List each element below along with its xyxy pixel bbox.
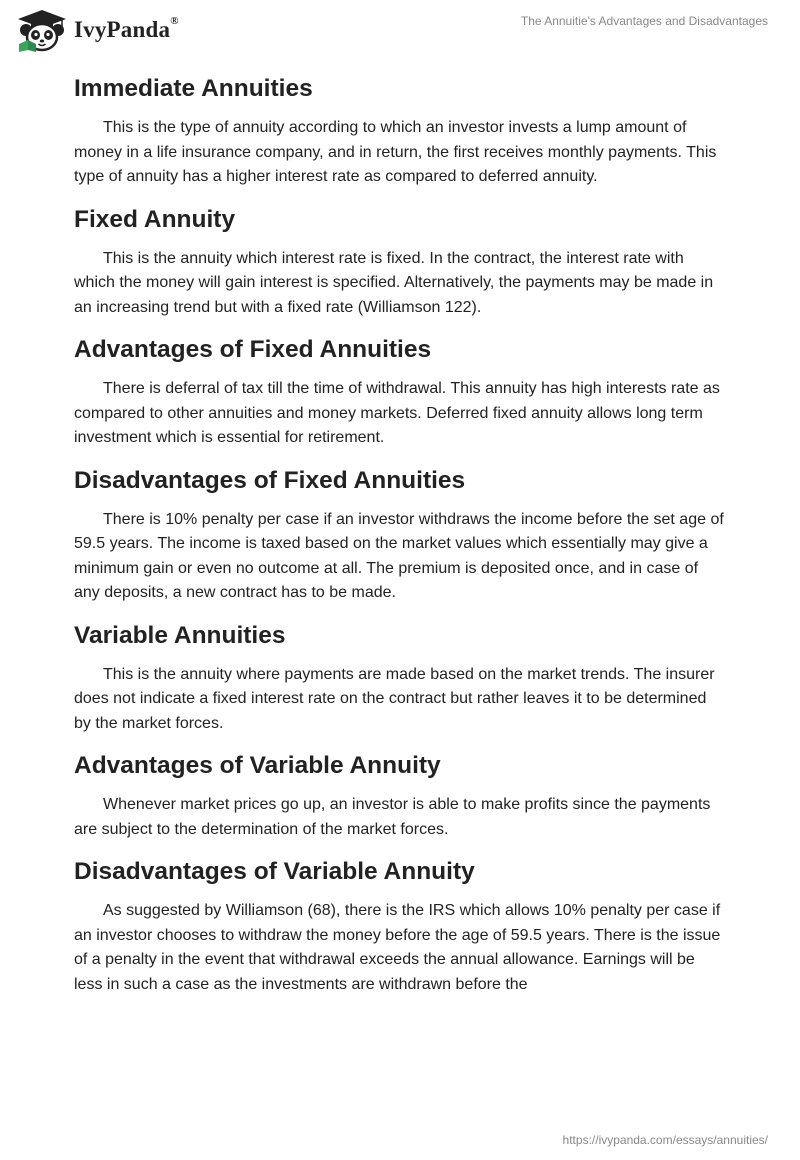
section-paragraph: There is deferral of tax till the time of withdrawal. This annuity has high interests rate as compared to other annuities and money markets. Deferred fixed annuity allows long term investment which is essential for retirement. <box>74 380 720 446</box>
registered-mark: ® <box>170 15 179 27</box>
section-paragraph: As suggested by Williamson (68), there is the IRS which allows 10% penalty per case if an investor chooses to withdraw the money before the age of 59.5 years. There is the issue of a penalty in the event that withdrawal exceeds the annual allowance. Earnings will be less in such a case as the investments are withdrawn before the <box>74 902 721 993</box>
essay-content <box>74 70 724 1008</box>
section-heading: Immediate Annuities <box>74 75 313 102</box>
section-heading: Advantages of Variable Annuity <box>74 752 441 779</box>
ivypanda-logo[interactable] <box>16 8 179 52</box>
document-title: The Annuitie's Advantages and Disadvantages <box>520 14 768 28</box>
brand-name: IvyPanda® <box>74 15 179 42</box>
source-url[interactable]: https://ivypanda.com/essays/annuities/ <box>562 1133 768 1147</box>
section-paragraph: This is the annuity where payments are made based on the market trends. The insurer does not indicate a fixed interest rate on the contract but rather leaves it to be determined by the market forces. <box>74 665 715 732</box>
section-heading: Disadvantages of Fixed Annuities <box>74 466 466 494</box>
panda-graduate-icon <box>16 8 68 52</box>
section-paragraph: This is the type of annuity according to which an investor invests a lump amount of money in a life insurance company, and in return, the first receives monthly payments. This type of annuity has a higher interest rate as compared to deferred annuity. <box>74 119 717 185</box>
section-paragraph: This is the annuity which interest rate is fixed. In the contract, the interest rate with which the money will gain interest is specified. Alternatively, the payments may be made in an increasing trend but with a fixed rate (Williamson 122). <box>74 249 714 316</box>
section-paragraph: There is 10% penalty per case if an investor withdraws the income before the set age of 59.5 years. The income is taxed based on the market values which essentially may give a minimum gain or even no outcome at all. The premium is deposited once, and in case of any deposits, a new contract has to be made. <box>74 510 724 601</box>
section-paragraph: Whenever market prices go up, an investor is able to make profits since the payments are subject to the determination of the market forces. <box>74 796 711 838</box>
section-heading: Advantages of Fixed Annuities <box>74 336 432 363</box>
section-heading: Variable Annuities <box>74 621 286 649</box>
page-header <box>0 0 800 60</box>
section-heading: Fixed Annuity <box>74 205 236 233</box>
section-heading: Disadvantages of Variable Annuity <box>74 858 475 885</box>
